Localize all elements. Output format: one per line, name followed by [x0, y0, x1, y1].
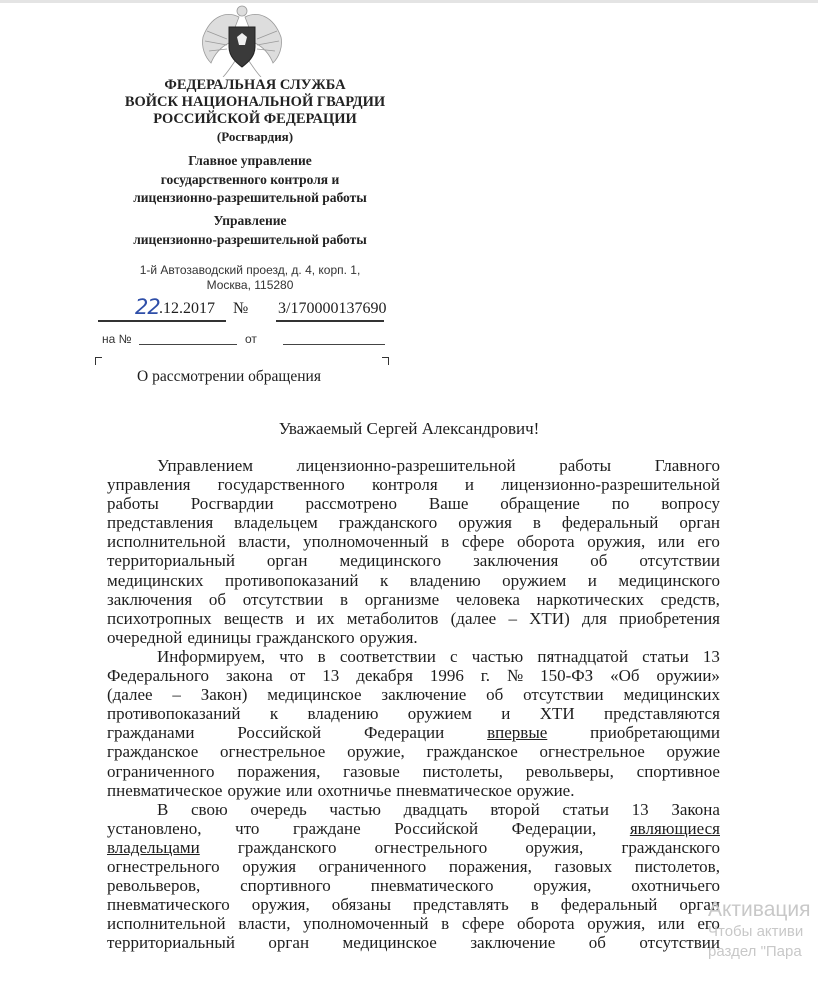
body-word: пистолетов, — [634, 856, 720, 876]
body-word: человека — [455, 589, 520, 609]
body-word: охотничьего — [631, 876, 720, 896]
body-line — [107, 685, 725, 704]
watermark-line: Чтобы активи — [708, 923, 804, 940]
registration-date: .12.2017 — [159, 300, 215, 317]
body-word: револьверов, — [107, 876, 201, 896]
body-word: заключения — [107, 589, 193, 609]
body-word: федеральный — [561, 513, 659, 533]
body-word: Федерального — [107, 666, 210, 686]
ref-number-label: на № — [102, 332, 132, 346]
body-word: для — [581, 608, 607, 628]
body-line — [107, 456, 725, 475]
body-word: Российской — [237, 723, 322, 743]
body-word: огнестрельного — [374, 837, 488, 857]
body-word: Федерации — [363, 723, 445, 743]
dept-line: Управление — [213, 213, 287, 228]
body-word: заключение — [470, 933, 556, 953]
body-word: что — [235, 818, 260, 838]
body-word: владельцем — [234, 513, 318, 533]
body-word: гражданами — [107, 723, 195, 743]
body-word: в — [532, 513, 541, 533]
body-word: или — [285, 780, 313, 800]
body-line — [107, 571, 725, 590]
body-word: их — [316, 608, 335, 628]
body-word: владению — [307, 704, 379, 724]
body-word: орган — [679, 513, 720, 533]
body-word: охотничье — [317, 780, 392, 800]
body-line — [107, 704, 725, 723]
body-word: оружия, — [251, 895, 310, 915]
body-word: в — [530, 895, 539, 915]
body-word: отсутствии — [639, 551, 720, 571]
body-word: уполномоченный — [303, 914, 429, 934]
body-word: оружии» — [656, 666, 720, 686]
number-sign: № — [233, 300, 249, 317]
body-word: организме — [364, 589, 440, 609]
body-word: 13 — [322, 666, 340, 686]
body-word: от — [289, 666, 306, 686]
body-line — [107, 628, 725, 647]
body-word: пятнадцатой — [537, 646, 629, 666]
body-word: очередной — [107, 627, 183, 647]
body-word: власти, — [238, 914, 291, 934]
body-line — [107, 742, 725, 761]
dept-line: лицензионно-разрешительной работы — [133, 231, 367, 247]
body-word: Федерации, — [511, 818, 597, 838]
body-word: вопросу — [661, 494, 720, 514]
body-line — [107, 551, 725, 570]
body-word: пневматическое — [107, 780, 223, 800]
body-word: второй — [490, 799, 540, 819]
body-line — [107, 532, 725, 551]
body-word: гражданское — [107, 742, 199, 762]
registration-number: 3/170000137690 — [278, 300, 387, 317]
body-word: представлять — [413, 895, 509, 915]
body-line — [107, 647, 725, 666]
body-word: оружия — [458, 513, 512, 533]
body-word: (далее — [450, 608, 497, 628]
body-word: и — [295, 608, 305, 628]
body-word: огнестрельного — [107, 856, 220, 876]
body-word: оружие — [666, 742, 720, 762]
body-word: представляются — [604, 704, 720, 724]
body-word: в — [441, 532, 450, 552]
body-word: 150-ФЗ — [540, 666, 594, 686]
body-word: Управлением — [157, 456, 254, 475]
body-word: об — [590, 551, 608, 571]
directorate — [100, 212, 400, 249]
body-word: его — [697, 532, 720, 552]
body-word: оборота — [516, 914, 575, 934]
body-word: ограниченного — [318, 856, 427, 876]
body-word: отсутствии — [242, 589, 324, 609]
body-word: лицензионно-разрешительной — [501, 475, 720, 495]
body-word: (далее — [107, 685, 153, 705]
body-word: оружия. — [359, 627, 418, 647]
body-word: оружие — [227, 780, 281, 800]
body-line — [107, 876, 725, 895]
watermark-line: раздел "Пара — [708, 943, 802, 960]
body-word: гражданского — [256, 627, 355, 647]
body-word: лицензионно-разрешительной — [296, 456, 516, 475]
body-word: закона — [225, 666, 273, 686]
org-line: РОССИЙСКОЙ ФЕДЕРАЦИИ — [153, 111, 357, 127]
body-word: поражения, — [237, 761, 321, 781]
body-word: представления — [107, 513, 214, 533]
body-word: газовые — [343, 761, 400, 781]
body-word: по — [611, 494, 630, 514]
body-word: средств, — [660, 589, 720, 609]
body-word: орган — [268, 933, 310, 953]
body-word: оружием — [407, 704, 472, 724]
body-word: управления — [107, 475, 191, 495]
watermark-title: Активация — [708, 898, 811, 921]
body-word: гражданского — [621, 837, 720, 857]
body-line — [107, 609, 725, 628]
body-word: обязаны — [331, 895, 392, 915]
body-word: что — [279, 646, 304, 666]
address-line: Москва, 115280 — [206, 278, 294, 292]
body-word: медицинское — [342, 933, 437, 953]
subject-corner-left — [95, 357, 102, 365]
body-word: контроля — [371, 475, 438, 495]
body-word: оружия, — [533, 876, 592, 896]
body-word: к — [269, 704, 279, 724]
body-word: оружие. — [516, 780, 575, 800]
body-word: спортивного — [240, 876, 331, 896]
dept-line: лицензионно-разрешительной работы — [133, 190, 367, 205]
dept-line: государственного контроля и — [160, 171, 340, 187]
body-word: статьи — [642, 646, 689, 666]
body-word: психотропных — [107, 608, 212, 628]
body-line — [107, 762, 725, 781]
body-word: оружия, — [587, 532, 646, 552]
body-word: медицинских — [107, 570, 204, 590]
body-word: оружие, — [347, 742, 405, 762]
address-line: 1-й Автозаводский проезд, д. 4, корп. 1, — [139, 263, 361, 277]
main-directorate — [100, 152, 400, 208]
body-word: 13 — [702, 646, 720, 666]
body-word: к — [379, 570, 389, 590]
body-word: – — [172, 685, 181, 705]
body-word: Закон) — [200, 685, 248, 705]
body-word: заключения — [473, 551, 559, 571]
body-word: свою — [191, 799, 228, 819]
dept-line: Главное управление — [188, 153, 312, 168]
body-line — [107, 494, 725, 513]
body-line — [107, 819, 725, 838]
body-word: г. — [480, 666, 491, 686]
handwritten-day: 22 — [135, 295, 160, 319]
body-word: Ваше — [428, 494, 469, 514]
body-word: оборота — [516, 532, 575, 552]
body-line — [107, 857, 725, 876]
body-word: исполнительной — [107, 914, 226, 934]
reference-line — [102, 332, 387, 350]
body-word: 1996 — [429, 666, 464, 686]
body-word: ХТИ) — [529, 608, 570, 628]
body-word: установлено, — [107, 818, 202, 838]
body-word: территориальный — [107, 551, 235, 571]
body-word: гражданское — [426, 742, 518, 762]
body-word: территориальный — [107, 933, 235, 953]
subject-corner-right — [382, 357, 389, 365]
body-line — [107, 590, 725, 609]
organization-name — [105, 77, 405, 145]
body-line — [107, 800, 725, 819]
body-word: противопоказаний — [225, 570, 359, 590]
rosgvardia-emblem-icon — [197, 3, 287, 77]
body-word: пневматического — [370, 876, 494, 896]
body-word: отсутствии — [639, 933, 720, 953]
body-word: метаболитов — [346, 608, 439, 628]
body-word: медицинское — [267, 685, 362, 705]
body-word: гражданского — [237, 837, 337, 857]
org-line: ВОЙСК НАЦИОНАЛЬНОЙ ГВАРДИИ — [124, 94, 386, 110]
body-word: частью — [471, 646, 524, 666]
body-word: федеральный — [560, 895, 658, 915]
body-word: Главного — [654, 456, 720, 475]
body-word: медицинского — [339, 551, 442, 571]
body-word: газовых — [554, 856, 613, 876]
body-word: рассмотрено — [305, 494, 397, 514]
body-word: револьверы, — [525, 761, 614, 781]
body-word: с — [450, 646, 458, 666]
body-word: поражения, — [448, 856, 532, 876]
viewer-top-border — [0, 0, 818, 3]
body-word: декабря — [356, 666, 413, 686]
body-word: об — [588, 933, 606, 953]
body-word: орган — [679, 895, 720, 915]
body-word: соответствии — [339, 646, 436, 666]
body-word: спортивное — [636, 761, 720, 781]
windows-activation-watermark — [708, 898, 811, 962]
body-word: медицинского — [618, 570, 720, 590]
body-word: Закона — [671, 799, 720, 819]
body-word: В — [157, 799, 169, 819]
body-word: пистолеты, — [422, 761, 503, 781]
body-word: и — [587, 570, 597, 590]
body-word: ограниченного — [107, 761, 215, 781]
org-short-name: (Росгвардия) — [216, 129, 294, 144]
body-word: Росгвардии — [190, 494, 274, 514]
body-word: и — [464, 475, 474, 495]
body-word: обращение — [500, 494, 580, 514]
body-word: сфере — [461, 532, 505, 552]
body-line — [107, 513, 725, 532]
body-word: оружия — [242, 856, 297, 876]
body-word: 13 — [631, 799, 649, 819]
body-word: или — [657, 914, 685, 934]
body-word: и — [501, 704, 511, 724]
body-line — [107, 666, 725, 685]
body-word: работы — [559, 456, 612, 475]
body-word: пневматическое — [396, 780, 512, 800]
date-underline — [98, 320, 226, 322]
subject-line: О рассмотрении обращения — [137, 368, 321, 385]
body-word: Российской — [394, 818, 479, 838]
body-word: орган — [266, 551, 308, 571]
body-word: в — [339, 589, 348, 609]
body-word: заключение — [381, 685, 467, 705]
body-word: огнестрельное — [219, 742, 326, 762]
body-word: единицы — [187, 627, 252, 647]
body-word: двадцать — [403, 799, 468, 819]
ref-number-blank — [139, 344, 237, 345]
body-word: приобретающими — [590, 723, 720, 743]
body-word: статьи — [562, 799, 609, 819]
body-word: огнестрельное — [539, 742, 645, 762]
body-word: веществ — [223, 608, 284, 628]
body-line — [107, 781, 725, 800]
body-line — [107, 723, 725, 742]
body-word: отсутствии — [523, 685, 604, 705]
body-word: являющиеся — [629, 818, 720, 838]
body-word: граждане — [293, 818, 361, 838]
body-word: государственного — [217, 475, 345, 495]
body-word: № — [506, 666, 524, 686]
ref-date-label: от — [245, 332, 257, 346]
body-word: частью — [329, 799, 381, 819]
body-word: сфере — [461, 914, 505, 934]
org-line: ФЕДЕРАЛЬНАЯ СЛУЖБА — [164, 77, 346, 93]
body-word: власти, — [238, 532, 291, 552]
body-word: гражданского — [338, 513, 438, 533]
body-line — [107, 475, 725, 494]
body-word: об — [486, 685, 504, 705]
body-word: медицинских — [623, 685, 720, 705]
body-word: противопоказаний — [107, 704, 241, 724]
body-word: приобретения — [619, 608, 720, 628]
body-word: ХТИ — [539, 704, 575, 724]
body-word: оружия, — [525, 837, 584, 857]
body-word: впервые — [487, 723, 548, 743]
body-word: наркотических — [536, 589, 644, 609]
body-word: его — [697, 914, 720, 934]
body-word: работы — [107, 494, 159, 514]
body-word: об — [208, 589, 227, 609]
body-line — [107, 895, 725, 914]
registration-line — [98, 295, 388, 323]
body-word: оружием — [502, 570, 567, 590]
body-word: или — [657, 532, 685, 552]
body-word: владельцами — [107, 837, 200, 857]
body-line — [107, 914, 725, 933]
body-word: очередь — [250, 799, 307, 819]
body-word: в — [441, 914, 450, 934]
body-word: пневматического — [107, 895, 230, 915]
body-word: исполнительной — [107, 532, 226, 552]
salutation: Уважаемый Сергей Александрович! — [278, 419, 540, 438]
body-word: владению — [409, 570, 481, 590]
body-word: в — [317, 646, 326, 666]
body-word: уполномоченный — [303, 532, 429, 552]
address — [100, 263, 400, 293]
ref-date-blank — [283, 344, 385, 345]
body-line — [107, 838, 725, 857]
body-word: Информируем, — [157, 646, 266, 666]
body-line — [107, 933, 725, 952]
body-word: оружия, — [587, 914, 646, 934]
body-word: «Об — [610, 666, 640, 686]
number-underline — [276, 320, 384, 322]
body-word: – — [508, 608, 517, 628]
letter-body — [107, 456, 725, 952]
